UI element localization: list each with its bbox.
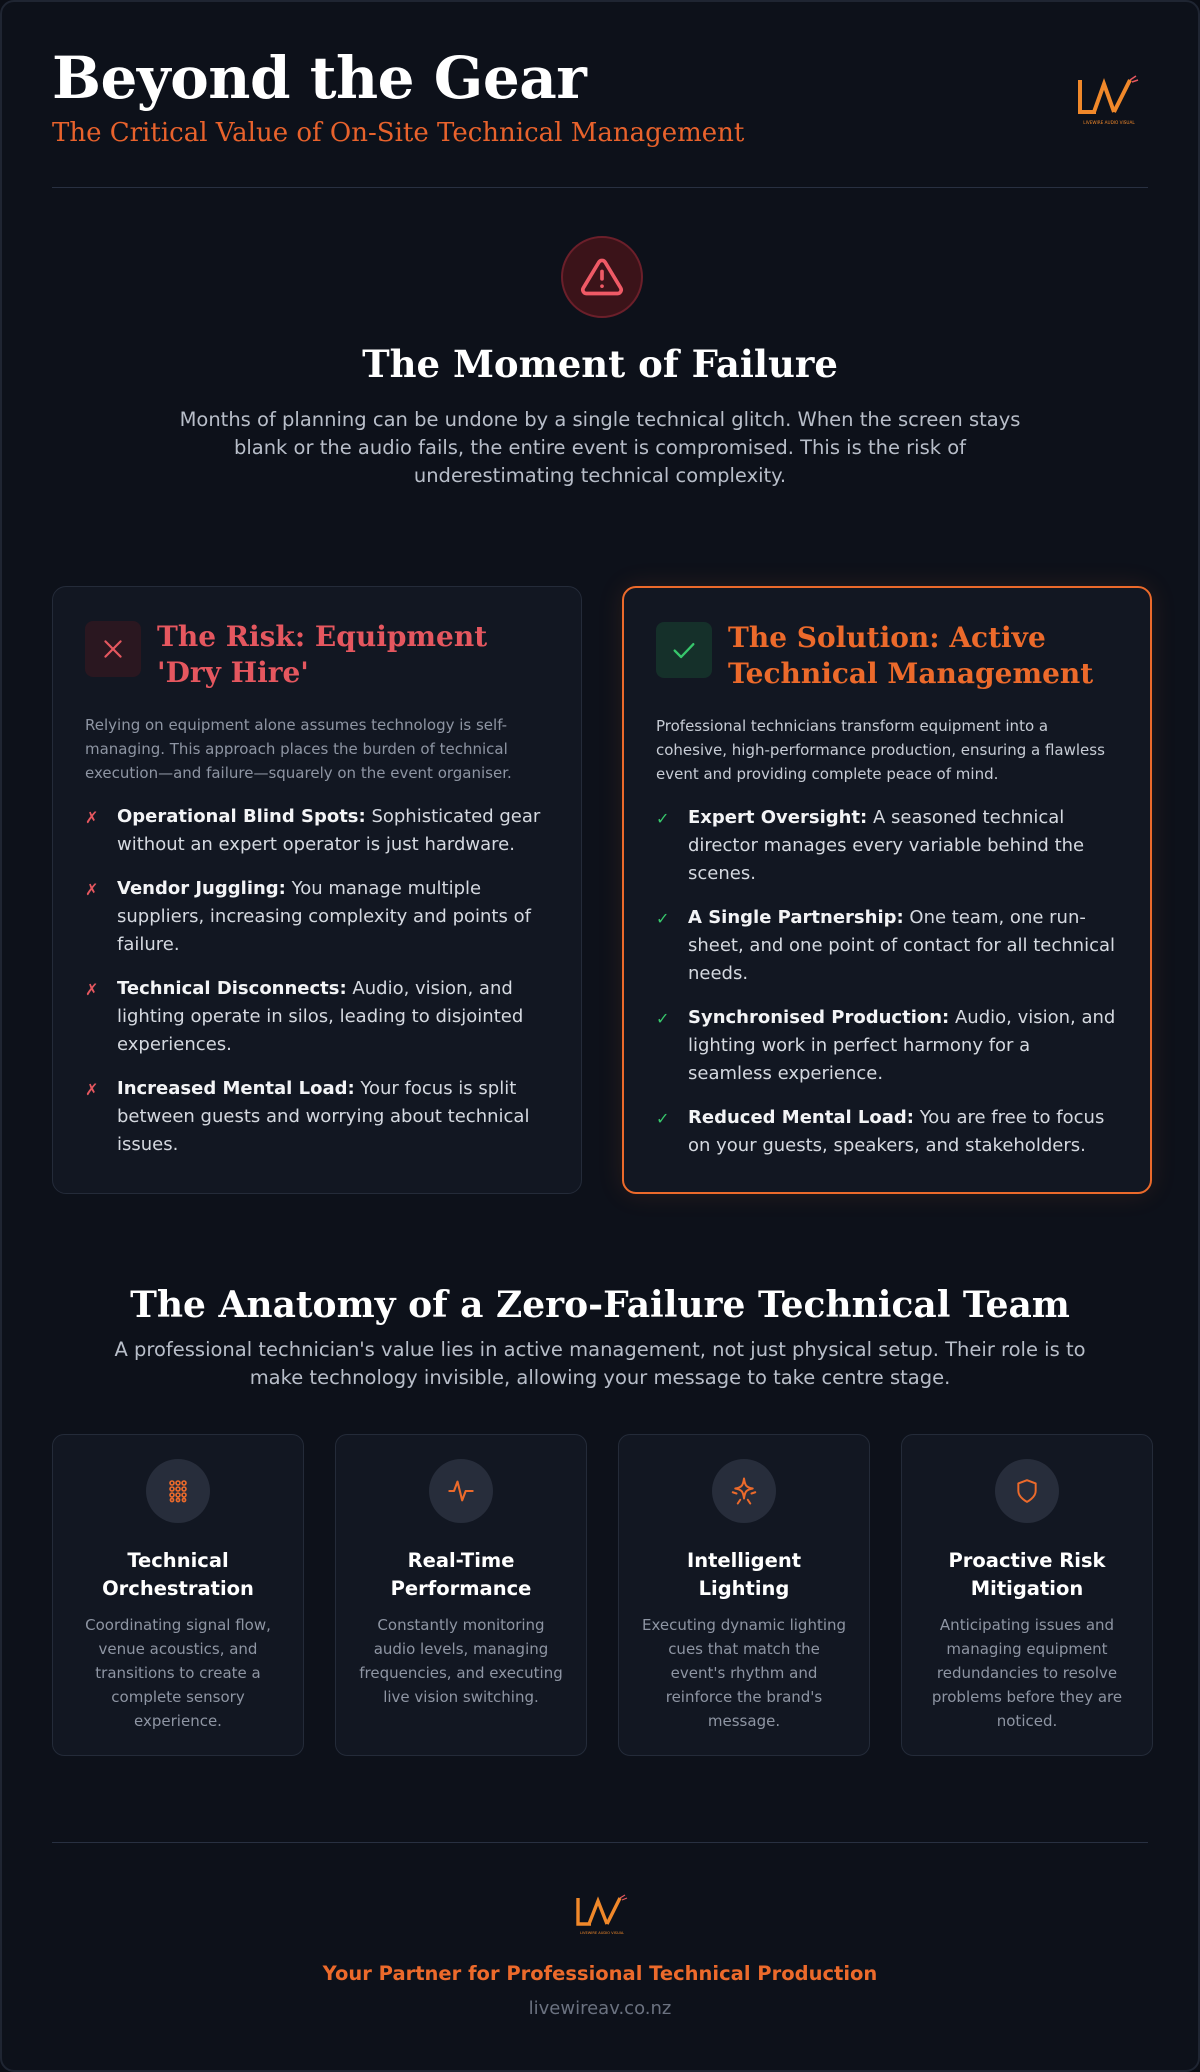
cross-mark-icon: ✗ [85,1080,99,1099]
logo-text: LIVEWIRE AUDIO VISUAL [579,1931,625,1935]
feature-card [335,1434,587,1756]
list-item: ✗ Increased Mental Load: Your focus is split between guests and worrying about technical issues. [85,1075,549,1159]
feature-title: Real-Time Performance [390,1549,532,1600]
list-item: ✗ Operational Blind Spots: Sophisticated gear without an expert operator is just hardware. [85,803,549,859]
feature-card [52,1434,304,1756]
list-item: ✓ A Single Partnership: One team, one run-sheet, and one point of contact for all technical needs. [656,904,1118,988]
feature-text: Executing dynamic lighting cues that match the event's rhythm and reinforce the brand's message. [641,1616,847,1730]
risk-card [52,586,582,1194]
risk-title: The Risk: Equipment 'Dry Hire' [157,620,488,689]
failure-text: Months of planning can be undone by a single technical glitch. When the screen stays blank or the audio fails, the entire event is compromised. This is the risk of underestimating technical complexity. [179,408,1021,487]
feature-text: Constantly monitoring audio levels, managing frequencies, and executing live vision switching. [359,1616,563,1706]
feature-text: Coordinating signal flow, venue acoustics, and transitions to create a complete sensory experience. [85,1616,271,1730]
solution-list [656,804,1118,1160]
footer-website: livewireav.co.nz [528,1998,672,2019]
x-icon [85,621,141,677]
feature-card [901,1434,1153,1756]
feature-title: Intelligent Lighting [686,1549,802,1600]
check-mark-icon: ✓ [656,809,670,828]
anatomy-text: A professional technician's value lies in active management, not just physical setup. Their role is to make technology invisible, allowing your message to take centre stage. [114,1338,1086,1389]
warning-triangle-icon [561,236,643,318]
activity-pulse-icon [429,1459,493,1523]
cross-mark-icon: ✗ [85,880,99,899]
check-icon [656,622,712,678]
solution-intro: Professional technicians transform equipment into a cohesive, high-performance production, ensuring a flawless event and providing complete peace of mind. [656,717,1105,783]
risk-intro: Relying on equipment alone assumes technology is self-managing. This approach places the burden of technical execution—and failure—squarely on the event organiser. [85,716,512,782]
footer-divider [52,1842,1148,1843]
list-item: ✗ Technical Disconnects: Audio, vision, and lighting operate in silos, leading to disjointed experiences. [85,975,549,1059]
feature-card [618,1434,870,1756]
cross-mark-icon: ✗ [85,808,99,827]
check-mark-icon: ✓ [656,1009,670,1028]
page-subtitle: The Critical Value of On-Site Technical Management [52,118,745,148]
list-item: ✗ Vendor Juggling: You manage multiple suppliers, increasing complexity and points of failure. [85,875,549,959]
shield-icon [995,1459,1059,1523]
list-item: ✓ Reduced Mental Load: You are free to focus on your guests, speakers, and stakeholders. [656,1104,1118,1160]
logo-text: LIVEWIRE AUDIO VISUAL [1083,120,1135,125]
footer-tagline: Your Partner for Professional Technical Production [322,1962,878,1985]
list-item: ✓ Synchronised Production: Audio, vision, and lighting work in perfect harmony for a seamless experience. [656,1004,1118,1088]
sparkle-light-icon [712,1459,776,1523]
page-header [52,42,1148,188]
page-title: Beyond the Gear [52,44,587,112]
feature-title: Technical Orchestration [102,1549,254,1600]
list-item: ✓ Expert Oversight: A seasoned technical director manages every variable behind the scenes. [656,804,1118,888]
mixer-grid-icon [146,1459,210,1523]
anatomy-title: The Anatomy of a Zero-Failure Technical Team [130,1284,1070,1326]
failure-title: The Moment of Failure [362,342,838,386]
cross-mark-icon: ✗ [85,980,99,999]
risk-list [85,803,549,1159]
feature-text: Anticipating issues and managing equipment redundancies to resolve problems before they are noticed. [931,1616,1123,1730]
livewire-logo [1074,72,1144,132]
check-mark-icon: ✓ [656,909,670,928]
feature-title: Proactive Risk Mitigation [948,1549,1106,1600]
livewire-logo [572,1890,632,1940]
solution-card [622,586,1152,1194]
solution-title: The Solution: Active Technical Management [728,621,1094,690]
check-mark-icon: ✓ [656,1109,670,1128]
